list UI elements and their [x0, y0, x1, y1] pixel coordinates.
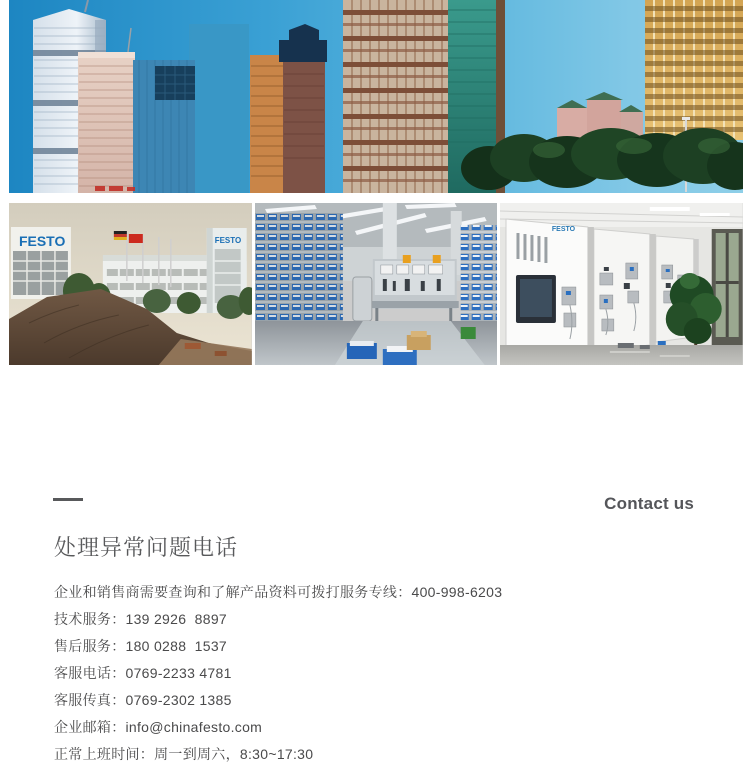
- center-grid-tower: [343, 0, 448, 193]
- festo-signage-text: FESTO: [552, 225, 576, 234]
- festo-signage-text-small: FESTO: [214, 235, 242, 246]
- right-shelving: [460, 225, 497, 329]
- trolley: [353, 277, 372, 321]
- festo-factory-illustration: [9, 203, 252, 365]
- contact-info-list: [54, 579, 714, 768]
- festo-factory-photo: [9, 203, 252, 365]
- pink-building: [78, 28, 135, 193]
- contact-line-customer-fax: 客服传真：0769-2302 1385: [54, 692, 232, 708]
- contact-line-customer-phone: 客服电话：0769-2233 4781: [54, 665, 232, 681]
- warehouse-illustration: [255, 203, 498, 365]
- navy-cap-tower: [279, 24, 327, 193]
- festo-signage-text: FESTO: [18, 232, 66, 250]
- showroom-photo: [500, 203, 743, 365]
- contact-line-tech-service: 技术服务：139 2926 8897: [54, 611, 228, 627]
- window: [712, 229, 743, 345]
- showroom-illustration: [500, 203, 743, 365]
- contact-us-label: Contact us: [604, 494, 694, 513]
- contact-title: 处理异常问题电话: [54, 535, 239, 560]
- warehouse-photo: [255, 203, 498, 365]
- city-skyline-banner: [9, 0, 743, 193]
- city-skyline-illustration: [9, 0, 743, 193]
- contact-line-after-sales: 售后服务：180 0288 1537: [54, 638, 228, 654]
- photo-gallery: [9, 203, 743, 365]
- contact-line-working-hours: 正常上班时间：周一到周六，8:30~17:30: [54, 746, 314, 762]
- contact-line-company-email: 企业邮箱：info@chinafesto.com: [54, 719, 263, 735]
- golden-tower: [645, 0, 743, 140]
- section-accent-dash: [53, 498, 83, 501]
- workbench: [371, 255, 459, 331]
- contact-line-service-hotline: 企业和销售商需要查询和了解产品资料可拨打服务专线：400-998-6203: [54, 584, 503, 600]
